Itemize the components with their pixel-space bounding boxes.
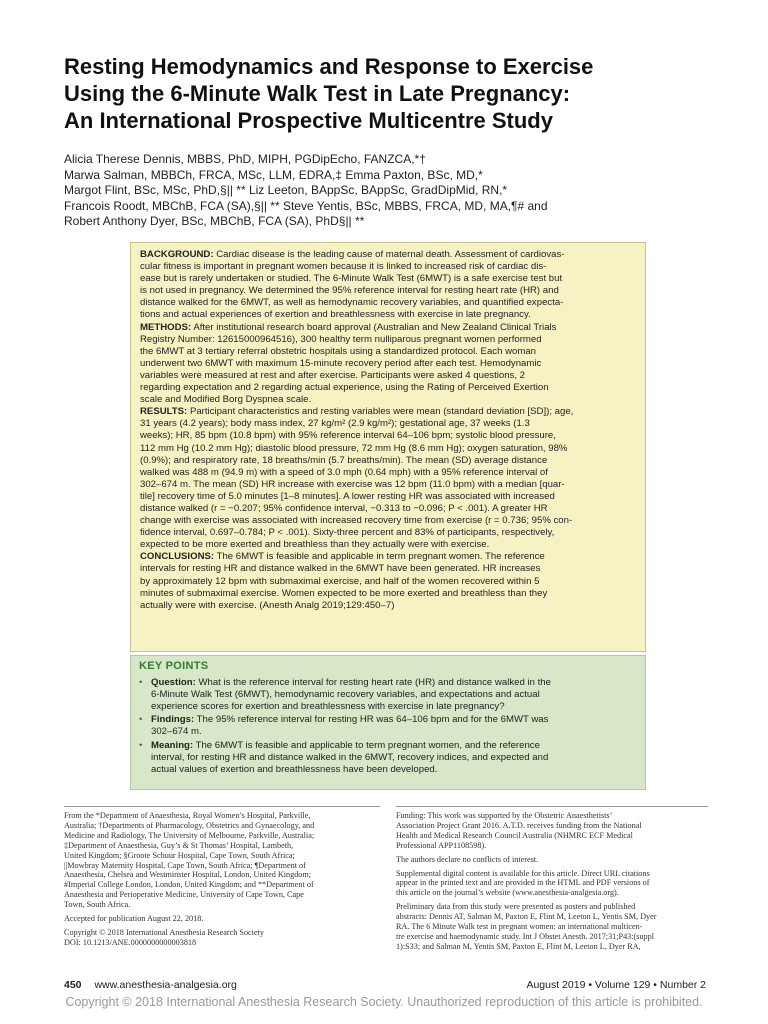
conclusions-label: CONCLUSIONS: [140, 551, 215, 563]
footnote-line: Preliminary data from this study were presented as posters and published [396, 902, 636, 912]
abstract-line: is not used in pregnancy. We determined the 95% reference interval for resting heart rate (HR) and [140, 285, 559, 297]
author-list [64, 152, 724, 230]
abstract-line: underwent two 6MWT with maximum 15-minute recovery period after each test. Hemodynamic [140, 357, 542, 369]
footnote-line: Copyright © 2018 International Anesthesia Research Society [64, 927, 264, 937]
abstract-box [130, 242, 646, 652]
key-point-text: actual values of exertion and breathlessness have been developed. [151, 763, 438, 775]
abstract-line: cular fitness is important in pregnant women because it is linked to increased risk of cardiac dis- [140, 261, 547, 273]
abstract-line: ease but is rarely undertaken or studied. The 6-Minute Walk Test (6MWT) is a safe exercise test but [140, 273, 563, 285]
footnotes-left-column [64, 811, 380, 952]
abstract-line: distance walked for the 6MWT, as well as hemodynamic recovery variables, and quantified expecta- [140, 297, 564, 309]
footnote-line: 1):S33; and Salman M, Yentis SM, Paxton E, Flint M, Leeton L, Dyer RA, [396, 941, 641, 951]
footnote-line: abstracts: Dennis AT, Salman M, Paxton E, Flint M, Leeton L, Yentis SM, Dyer [396, 912, 657, 922]
footnote-line: tre exercise and haemodynamic study. Int J Obstet Anesth. 2017;31;P43:(suppl [396, 931, 655, 941]
background-label: BACKGROUND: [140, 249, 214, 260]
author-line: Francois Roodt, MBChB, FCA (SA),§|| ** Steve Yentis, BSc, MBBS, FRCA, MD, MA,¶# and [64, 198, 548, 213]
abstract-line: distance walked (r = −0.207; 95% confidence interval, −0.313 to −0.096; P < .001). A greater HR [140, 502, 548, 514]
abstract-line: Registry Number: 12615000964516), 300 healthy term nulliparous pregnant women performed [140, 333, 542, 345]
abstract-line: change with exercise was associated with increased recovery time from exercise (r = 0.736; 95% con- [140, 515, 573, 527]
author-line: Marwa Salman, MBBCh, FRCA, MSc, LLM, EDRA,‡ Emma Paxton, BSc, MD,* [64, 167, 483, 182]
funding-note [396, 811, 712, 851]
bullet-icon: • [139, 739, 143, 751]
abstract-line [140, 406, 640, 418]
abstract-line: fidence interval, 0.697–0.784; P < .001). Sixty-three percent and 83% of participants, respectively, [140, 527, 555, 539]
abstract-line [140, 551, 640, 563]
abstract-line: tions and actual experiences of exertion and breathlessness with exercise in late pregnancy. [140, 309, 531, 321]
key-points-list [139, 677, 639, 777]
key-point-text: What is the reference interval for resting heart rate (HR) and distance walked in the [198, 677, 551, 688]
footnote-line: Town, South Africa. [64, 900, 131, 910]
key-point-text: interval, for resting HR and distance walked in the 6MWT, recovery indices, and expected and [151, 751, 549, 763]
abstract-line: (0.9%); and respiratory rate, 18 breaths/min (5.7 breaths/min). The mean (SD) average distance [140, 454, 548, 466]
issue-info: August 2019 • Volume 129 • Number 2 [526, 979, 706, 991]
copyright-note [64, 928, 380, 948]
footnote-line: ‡Department of Anaesthesia, Guy’s & St Thomas’ Hospital, Lambeth, [64, 840, 294, 850]
author-line: Robert Anthony Dyer, BSc, MBChB, FCA (SA), PhD§|| ** [64, 214, 365, 229]
footnote-line: The authors declare no conflicts of interest. [396, 854, 539, 864]
title-line: An International Prospective Multicentre Study [64, 108, 553, 133]
key-point-meaning [139, 740, 639, 775]
abstract-line: actually were with exercise. (Anesth Analg 2019;129:450–7) [140, 599, 395, 611]
abstract-line [140, 249, 640, 261]
abstract-line: tile] recovery time of 5.0 minutes [1–8 minutes]. A lower resting HR was associated with increased [140, 490, 555, 502]
footnote-line: Anaesthesia, Chelsea and Westminster Hospital, London, United Kingdom; [64, 870, 312, 880]
bullet-icon: • [139, 714, 143, 726]
key-point-text: The 95% reference interval for resting HR was 64–106 bpm and for the 6MWT was [196, 714, 549, 726]
footnote-line: Health and Medical Research Council Australia (NHMRC ECF Medical [396, 830, 633, 840]
affiliations-note [64, 811, 380, 910]
page-footer-left [64, 979, 237, 991]
abstract-line: variables were measured at rest and after exercise. Participants were asked 4 questions, 2 [140, 369, 526, 381]
abstract-line: regarding expectation and 2 regarding actual experience, using the Rating of Perceived Exertion [140, 382, 549, 394]
preliminary-data-note [396, 902, 712, 952]
abstract-line [140, 322, 640, 334]
key-point-text: experience scores for exertion and breathlessness with exercise in late pregnancy? [151, 700, 505, 712]
key-point-text: 302–674 m. [151, 726, 202, 738]
abstract-line: the 6MWT at 3 tertiary referral obstetric hospitals using a standardized protocol. Each woman [140, 345, 537, 357]
title-line: Using the 6-Minute Walk Test in Late Pregnancy: [64, 81, 571, 106]
footnote-line: Professional APP1108598). [396, 840, 487, 850]
accepted-note [64, 914, 380, 924]
footnote-line: Australia; †Departments of Pharmacology, Obstetrics and Gynaecology, and [64, 820, 315, 830]
key-points-box [130, 655, 646, 790]
footnotes-right-column [396, 811, 712, 956]
footnote-line: United Kingdom; §Groote Schuur Hospital, Cape Town, South Africa; [64, 850, 295, 860]
footnote-line: this article on the journal’s website (www.anesthesia-analgesia.org). [396, 888, 619, 898]
abstract-line: weeks); HR, 85 bpm (10.8 bpm) with 95% reference interval 64–106 bpm; systolic blood pressure, [140, 430, 556, 442]
abstract-line: walked was 488 m (94.9 m) with a speed of 3.0 mph (0.64 mph) with a 95% reference interval of [140, 466, 548, 478]
conclusions-text: The 6MWT is feasible and applicable in term pregnant women. The reference [216, 551, 545, 563]
author-line: Alicia Therese Dennis, MBBS, PhD, MIPH, PGDipEcho, FANZCA,*† [64, 152, 426, 166]
footnote-line: Association Project Grant 2016. A.T.D. receives funding from the National [396, 820, 642, 830]
footnote-divider-right [396, 806, 708, 807]
key-point-label: Findings: [151, 714, 195, 726]
supplemental-note [396, 869, 712, 899]
footnote-line: ||Mowbray Maternity Hospital, Cape Town, South Africa; ¶Department of [64, 860, 306, 870]
footnote-line: Medicine and Radiology, The University of Melbourne, Parkville, Australia; [64, 830, 315, 840]
conflicts-note [396, 855, 712, 865]
footnote-line: #Imperial College London, London, United Kingdom; and **Department of [64, 880, 314, 890]
results-text: Participant characteristics and resting variables were mean (standard deviation [SD]); age, [189, 406, 574, 418]
abstract-line: intervals for resting HR and distance walked in the 6MWT have been generated. HR increases [140, 563, 541, 575]
abstract-text [140, 249, 640, 612]
footnote-line: Funding: This work was supported by the Obstetric Anaesthetists’ [396, 811, 613, 820]
abstract-line: 112 mm Hg (10.2 mm Hg); diastolic blood pressure, 72 mm Hg (8.6 mm Hg); oxygen saturation, 98% [140, 442, 568, 454]
results-label: RESULTS: [140, 406, 188, 418]
footnote-line: appear in the printed text and are provided in the HTML and PDF versions of [396, 878, 650, 888]
footnote-line: Supplemental digital content is available for this article. Direct URL citations [396, 868, 650, 878]
key-points-title: KEY POINTS [139, 660, 209, 672]
key-point-label: Question: [151, 677, 196, 688]
key-point-label: Meaning: [151, 739, 194, 751]
copyright-watermark: Copyright © 2018 International Anesthesia Research Society. Unauthorized reproduction of this article is prohibited. [65, 995, 703, 1009]
abstract-line: expected to be more exerted and breathless than they actually were with exercise. [140, 539, 490, 551]
abstract-line: scale and Modified Borg Dyspnea scale. [140, 394, 312, 406]
title-line: Resting Hemodynamics and Response to Exercise [64, 54, 594, 79]
footnote-line: From the *Department of Anaesthesia, Royal Women’s Hospital, Parkville, [64, 811, 311, 820]
journal-website-link[interactable]: www.anesthesia-analgesia.org [94, 979, 237, 991]
author-line: Margot Flint, BSc, MSc, PhD,§|| ** Liz Leeton, BAppSc, BAppSc, GradDipMid, RN,* [64, 183, 508, 198]
page-number: 450 [64, 979, 82, 991]
methods-label: METHODS: [140, 321, 192, 333]
key-point-question [139, 677, 639, 712]
doi-line: DOI: 10.1213/ANE.0000000000003818 [64, 937, 197, 947]
article-title [64, 53, 704, 134]
key-point-text: 6-Minute Walk Test (6MWT), hemodynamic recovery variables, and expectations and actual [151, 688, 540, 700]
abstract-line: by approximately 12 bpm with submaximal exercise, and half of the women recovered within 5 [140, 575, 540, 587]
footnote-line: Accepted for publication August 22, 2018. [64, 914, 204, 924]
bullet-icon: • [139, 677, 143, 688]
footnote-divider-left [64, 806, 380, 807]
key-point-text: The 6MWT is feasible and applicable to term pregnant women, and the reference [195, 739, 540, 751]
key-point-findings [139, 714, 639, 738]
footnote-line: RA. The 6 Minute Walk test in pregnant women: an international multicen- [396, 922, 643, 932]
abstract-line: 31 years (4.2 years); body mass index, 27 kg/m² (2.9 kg/m²); gestational age, 37 weeks (1.3 [140, 418, 530, 430]
abstract-line: 302–674 m. The mean (SD) HR increase with exercise was 12 bpm (11.0 bpm) with a median [quar- [140, 478, 565, 490]
footnote-line: Anaesthesia and Perioperative Medicine, University of Cape Town, Cape [64, 890, 304, 900]
background-text: Cardiac disease is the leading cause of maternal death. Assessment of cardiovas- [216, 249, 565, 260]
methods-text: After institutional research board approval (Australian and New Zealand Clinical Trials [193, 321, 557, 333]
abstract-line: minutes of submaximal exercise. Women expected to be more exerted and breathless than they [140, 587, 548, 599]
